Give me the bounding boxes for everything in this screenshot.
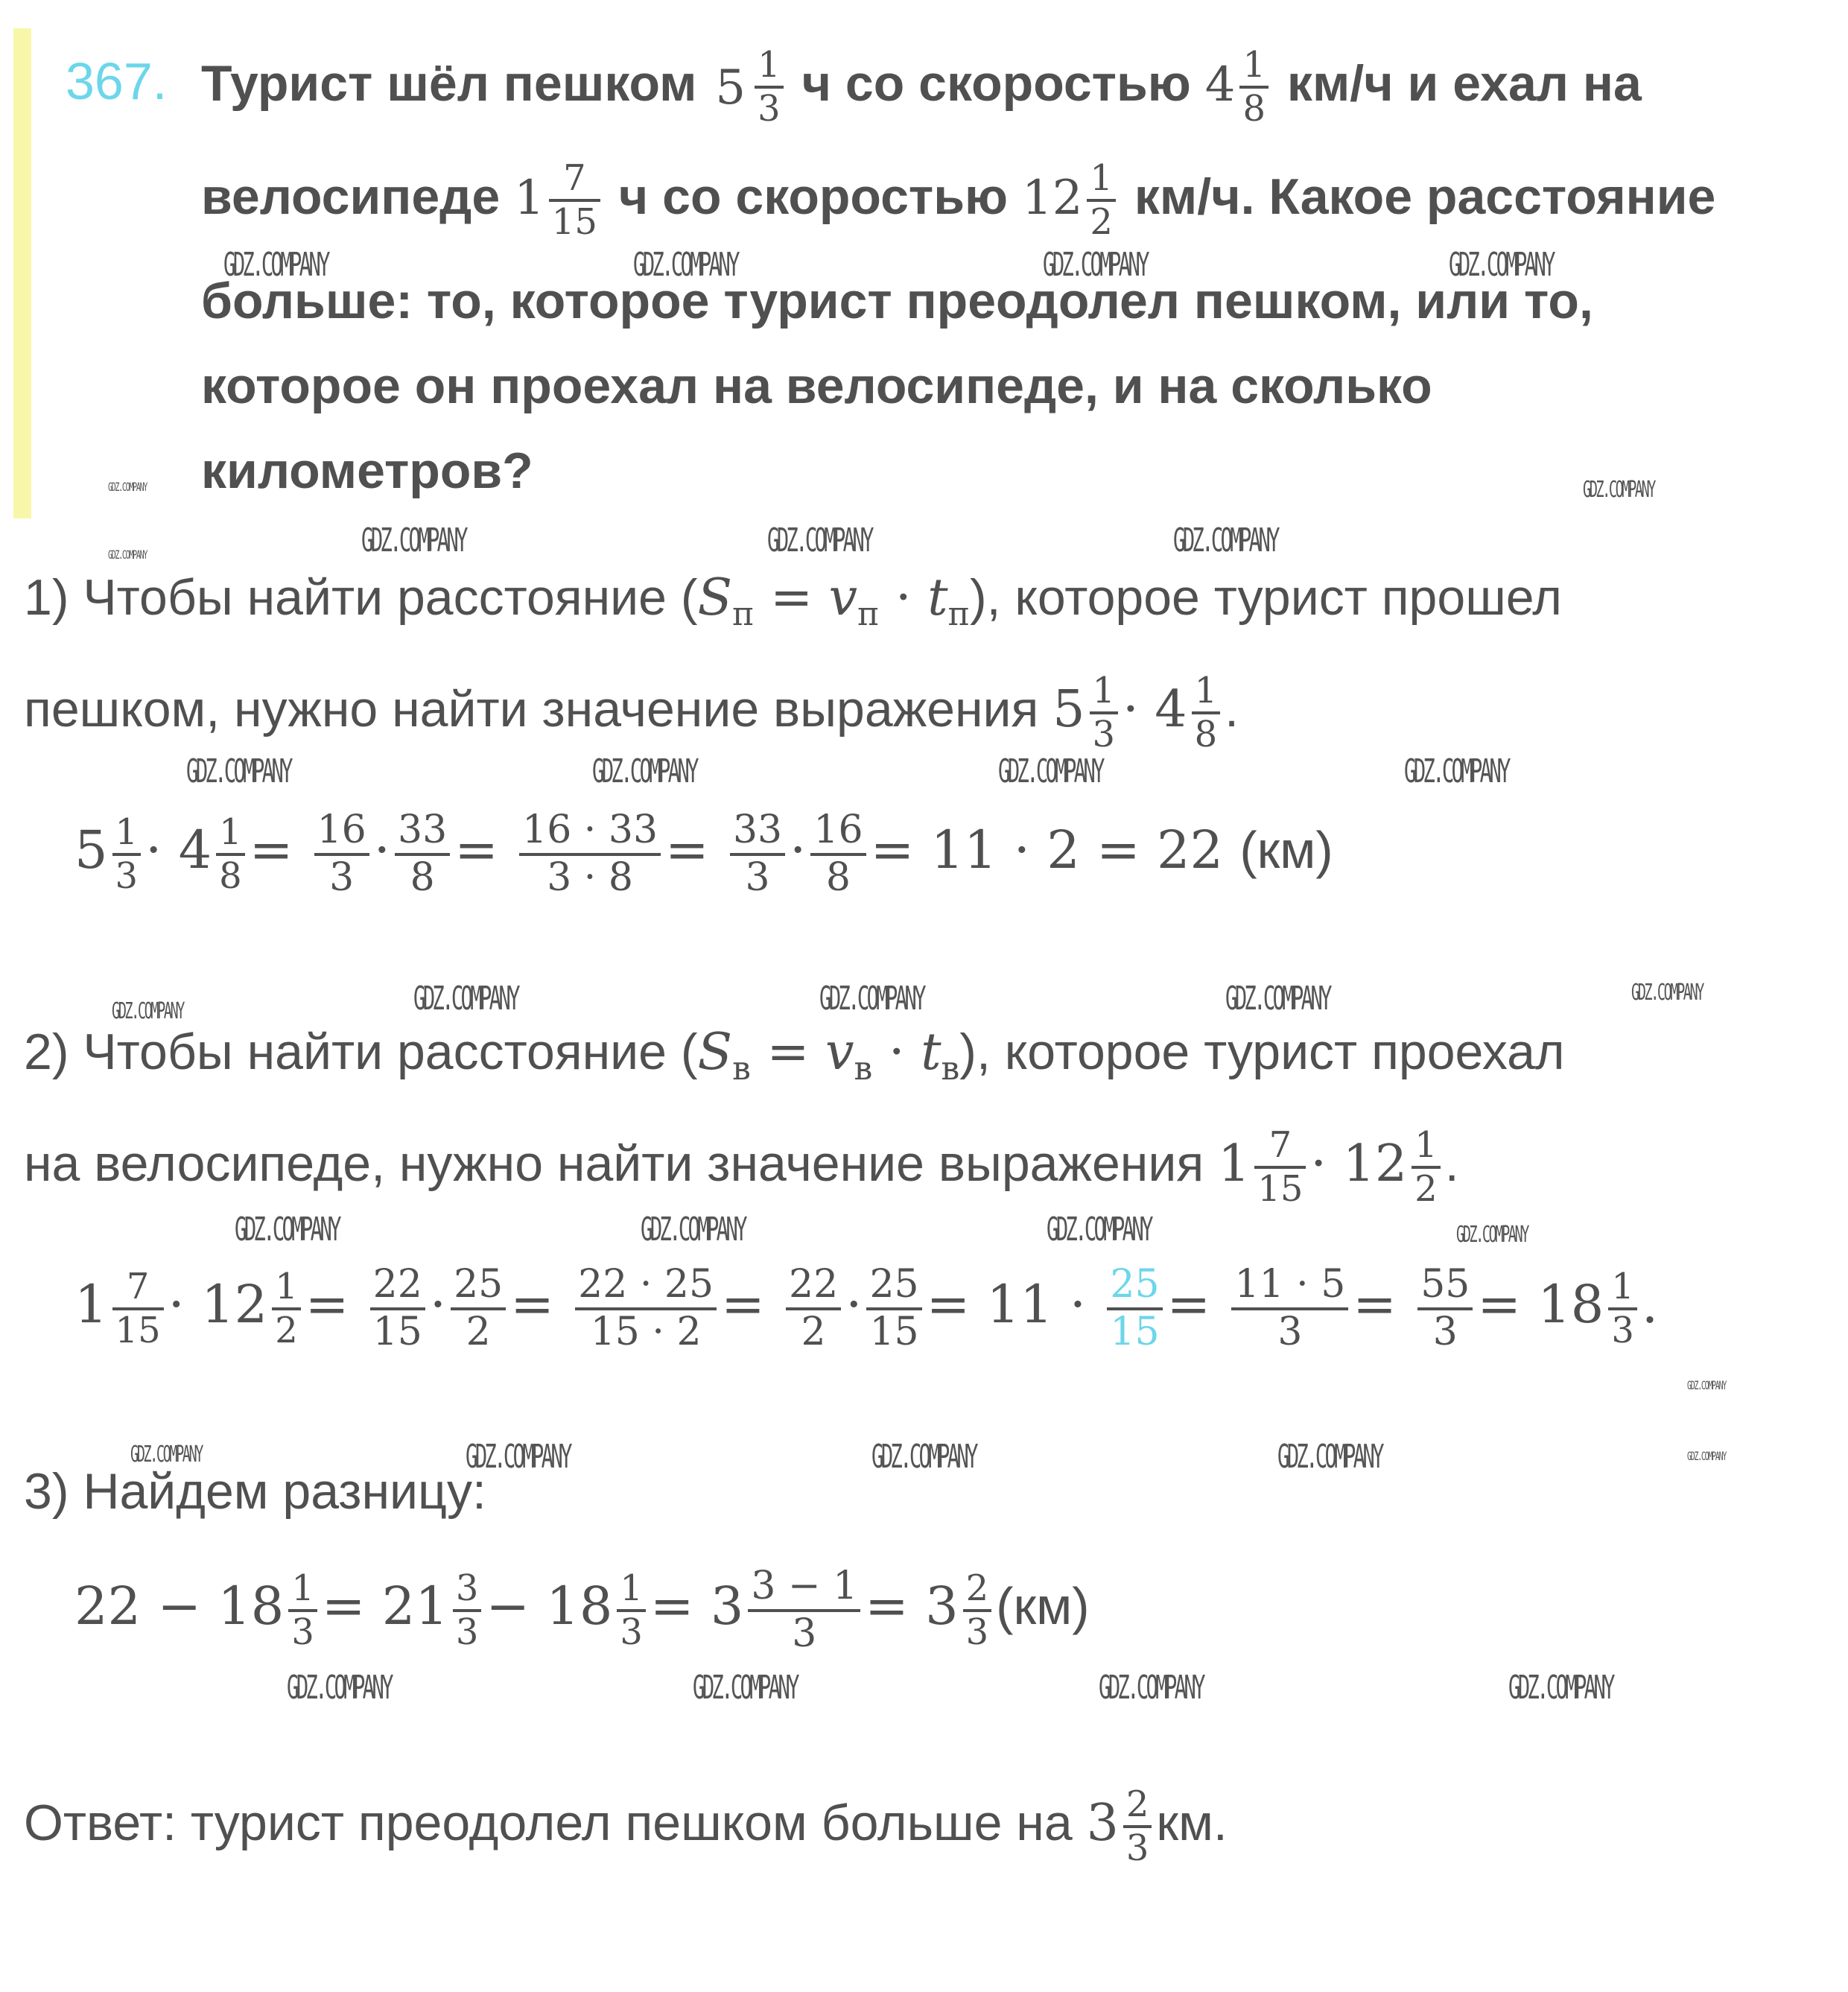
watermark: GDZ.COMPANY xyxy=(466,1438,570,1476)
watermark: GDZ.COMPANY xyxy=(1173,521,1277,559)
watermark: GDZ.COMPANY xyxy=(235,1211,339,1249)
step3-line-1: 3) Найдем разницу: xyxy=(24,1463,486,1520)
step3-equation: 22 − 18 $\frac{1}{3}$ = 21 $\frac{3}{3}$ − 18 $\frac{1}{3}$ = 3 $\frac{3 - 1}{3}$ = 3 $\frac{2}{3}$ (км) xyxy=(74,1564,1090,1656)
watermark: GDZ.COMPANY xyxy=(287,1669,391,1707)
watermark: GDZ.COMPANY xyxy=(693,1669,797,1707)
watermark: GDZ.COMPANY xyxy=(819,980,924,1018)
watermark: GDZ.COMPANY xyxy=(108,480,147,494)
step1-equation: 5 $\frac{1}{3}$ · 4 $\frac{1}{8}$ = $\frac{16}{3}$ · $\frac{33}{8}$ = $\frac{16 \cdot 33}{3 \cdot 8}$ = $\frac{33}{3}$ · $\frac{16}{8}$ = 11 · 2 = 22 (км) xyxy=(74,808,1333,900)
problem-line-2: велосипеде 1 $\frac{7}{15}$ ч со скоростью 12 $\frac{1}{2}$ км/ч. Какое расстояние xyxy=(201,157,1716,244)
watermark: GDZ.COMPANY xyxy=(1277,1438,1382,1476)
step1-line-2: пешком, нужно найти значение выражения 5 $\frac{1}{3}$ · 4 $\frac{1}{8}$ . xyxy=(24,670,1239,756)
watermark: GDZ.COMPANY xyxy=(592,752,696,790)
watermark: GDZ.COMPANY xyxy=(1449,246,1553,284)
step1-line-1: 1) Чтобы найти расстояние $(S_п = v_п \cdot t_п)$, которое турист прошел xyxy=(24,568,1562,633)
watermark: GDZ.COMPANY xyxy=(1225,980,1330,1018)
watermark: GDZ.COMPANY xyxy=(361,521,466,559)
problem-number: 367. xyxy=(66,52,168,110)
answer-line: Ответ: турист преодолел пешком больше на 3 $\frac{2}{3}$ км. xyxy=(24,1783,1228,1870)
watermark: GDZ.COMPANY xyxy=(633,246,737,284)
watermark: GDZ.COMPANY xyxy=(108,548,147,562)
watermark: GDZ.COMPANY xyxy=(186,752,290,790)
watermark: GDZ.COMPANY xyxy=(1687,1449,1727,1463)
watermark: GDZ.COMPANY xyxy=(130,1441,202,1468)
watermark: GDZ.COMPANY xyxy=(1508,1669,1613,1707)
watermark: GDZ.COMPANY xyxy=(1404,752,1508,790)
step2-line-2: на велосипеде, нужно найти значение выражения 1 $\frac{7}{15}$ · 12 $\frac{1}{2}$ . xyxy=(24,1124,1459,1211)
watermark: GDZ.COMPANY xyxy=(1631,980,1703,1006)
step2-equation: 1 $\frac{7}{15}$ · 12 $\frac{1}{2}$ = $\frac{22}{15}$ · $\frac{25}{2}$ = $\frac{22 \cdot 25}{15 \cdot 2}$ = $\frac{22}{2}$ · $\frac{25}{15}$ = 11 · $\frac{25}{15}$ = $\frac{11 \cdot 5}{3}$ = $\frac{55}{3}$ = 18 $\frac{1}{3}$ . xyxy=(74,1262,1659,1354)
watermark: GDZ.COMPANY xyxy=(998,752,1102,790)
watermark: GDZ.COMPANY xyxy=(1456,1222,1528,1248)
step2-line-1: 2) Чтобы найти расстояние $(S_в = v_в \cdot t_в)$, которое турист проехал xyxy=(24,1023,1565,1088)
problem-line-1: Турист шёл пешком 5 $\frac{1}{3}$ ч со скоростью 4 $\frac{1}{8}$ км/ч и ехал на xyxy=(201,44,1642,130)
watermark: GDZ.COMPANY xyxy=(1687,1378,1727,1392)
problem-line-4: которое он проехал на велосипеде, и на сколько xyxy=(201,358,1432,414)
watermark: GDZ.COMPANY xyxy=(413,980,518,1018)
problem-line-5: километров? xyxy=(201,443,533,499)
watermark: GDZ.COMPANY xyxy=(1043,246,1147,284)
watermark: GDZ.COMPANY xyxy=(112,998,183,1024)
watermark: GDZ.COMPANY xyxy=(1099,1669,1203,1707)
watermark: GDZ.COMPANY xyxy=(871,1438,976,1476)
watermark: GDZ.COMPANY xyxy=(1047,1211,1151,1249)
watermark: GDZ.COMPANY xyxy=(1583,477,1654,503)
watermark: GDZ.COMPANY xyxy=(767,521,871,559)
watermark: GDZ.COMPANY xyxy=(641,1211,745,1249)
watermark: GDZ.COMPANY xyxy=(223,246,328,284)
highlight-bar xyxy=(13,28,31,518)
problem-line-3: больше: то, которое турист преодолел пешком, или то, xyxy=(201,273,1593,329)
